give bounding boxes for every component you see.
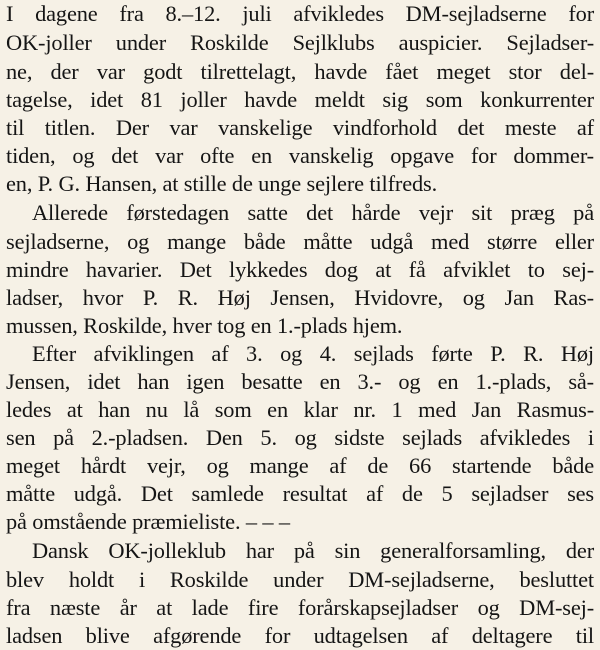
text-line: I dagene fra 8.–12. juli afvikledes DM-sejladserne for xyxy=(6,1,594,26)
text-line: tiden, og det var ofte en vanskelig opgave for dommer- xyxy=(6,143,594,168)
text-line: ledes at han nu lå som en klar nr. 1 med Jan Rasmus- xyxy=(6,397,594,422)
text-line: Allerede førstedagen satte det hårde vejr sit præg på xyxy=(32,200,594,225)
text-line: tagelse, idet 81 joller havde meldt sig som konkurrenter xyxy=(6,87,594,112)
text-line: på omstående præmieliste. – – – xyxy=(6,509,290,534)
text-line: måtte udgå. Det samlede resultat af de 5 sejladser ses xyxy=(6,481,594,506)
text-line: Dansk OK-jolleklub har på sin generalforsamling, der xyxy=(32,538,594,563)
text-line: ne, der var godt tilrettelagt, havde fået meget stor del- xyxy=(6,59,594,84)
text-line: mindre havarier. Det lykkedes dog at få afviklet to sej- xyxy=(6,257,594,282)
text-line: mussen, Roskilde, hver tog en 1.-plads hjem. xyxy=(6,313,403,338)
text-line: ladser, hvor P. R. Høj Jensen, Hvidovre, og Jan Ras- xyxy=(6,285,594,310)
text-line: sen på 2.-pladsen. Den 5. og sidste sejlads afvikledes i xyxy=(6,425,594,450)
text-line: Efter afviklingen af 3. og 4. sejlads førte P. R. Høj xyxy=(32,341,594,366)
text-line: fra næste år at lade fire forårskapsejladser og DM-sej- xyxy=(6,595,594,620)
text-line: sejladserne, og mange både måtte udgå med større eller xyxy=(6,229,594,254)
text-line: meget hårdt vejr, og mange af de 66 startende både xyxy=(6,453,594,478)
text-line: ladsen blive afgørende for udtagelsen af deltagere til xyxy=(6,623,594,648)
text-line: til titlen. Der var vanskelige vindforhold det meste af xyxy=(6,115,594,140)
text-line: en, P. G. Hansen, at stille de unge sejlere tilfreds. xyxy=(6,171,438,196)
text-line: OK-joller under Roskilde Sejlklubs auspicier. Sejladser- xyxy=(6,30,594,55)
text-line: Jensen, idet han igen besatte en 3.- og en 1.-plads, så- xyxy=(6,369,594,394)
text-line: blev holdt i Roskilde under DM-sejladserne, besluttet xyxy=(6,567,594,592)
